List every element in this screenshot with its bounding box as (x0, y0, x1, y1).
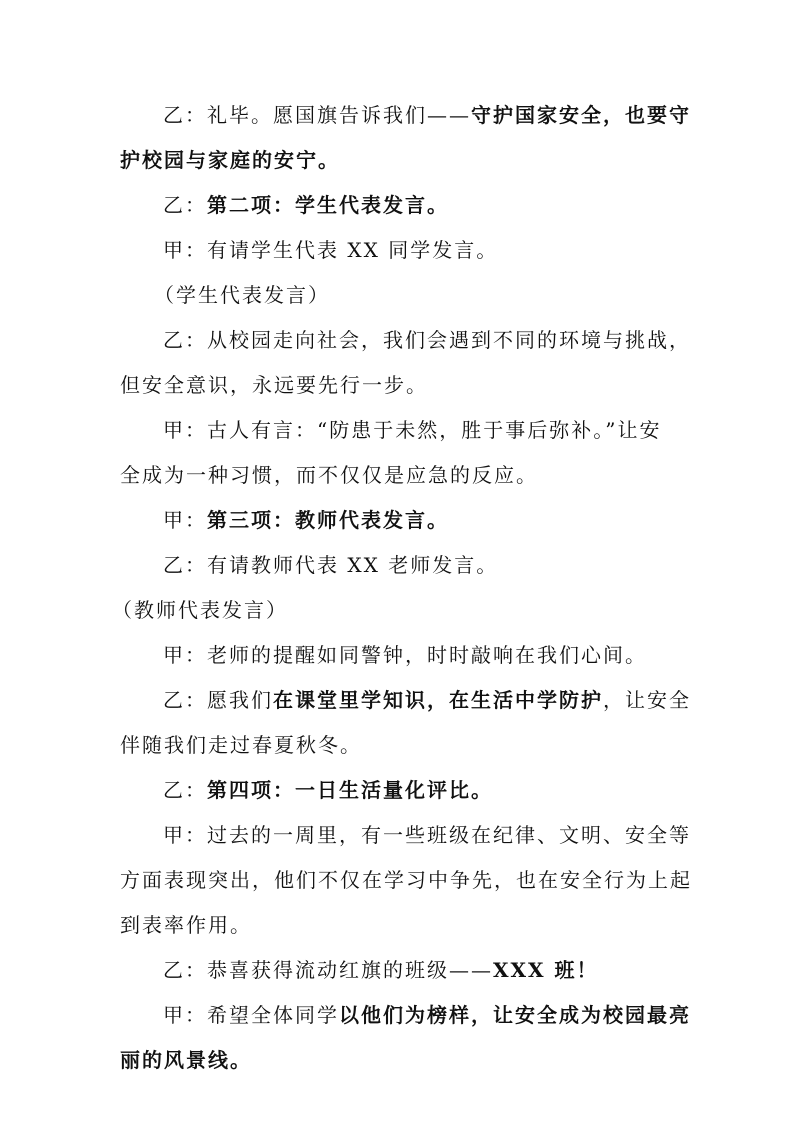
text-line (120, 1048, 252, 1072)
text-run-bold: 在课堂里学知识，在生活中学防护 (273, 688, 603, 712)
text-run: 甲：古人有言：“防患于未然，胜于事后弥补。”让安 (163, 418, 662, 442)
text-run: （教师代表发言） (112, 598, 288, 622)
text-line (154, 283, 330, 307)
text-run: 乙： (163, 778, 207, 802)
text-run: 伴随我们走过春夏秋冬。 (120, 733, 362, 757)
text-run-bold: 丽的风景线。 (120, 1048, 252, 1072)
text-run-bold: 第二项：学生代表发言。 (207, 193, 449, 217)
text-run: 乙：有请教师代表 XX 老师发言。 (163, 553, 499, 577)
text-line (163, 958, 599, 982)
text-run: 全成为一种习惯，而不仅仅是应急的反应。 (120, 463, 538, 487)
text-run: ，让安全 (603, 688, 691, 712)
text-line (163, 328, 691, 352)
text-run: 甲： (163, 508, 207, 532)
text-line (120, 868, 692, 892)
text-line (112, 598, 288, 622)
text-run-bold: 第四项：一日生活量化评比。 (207, 778, 493, 802)
text-line (120, 463, 538, 487)
text-run: 乙：恭喜获得流动红旗的班级—— (163, 958, 493, 982)
text-run: 乙：愿我们 (163, 688, 273, 712)
text-run: 但安全意识，永远要先行一步。 (120, 373, 428, 397)
text-run: 甲：老师的提醒如同警钟，时时敲响在我们心间。 (163, 643, 647, 667)
text-line (163, 823, 691, 847)
text-line (163, 238, 498, 262)
text-line (120, 913, 252, 937)
text-run-bold: 第三项：教师代表发言。 (207, 508, 449, 532)
text-line (163, 193, 449, 217)
text-run-bold: 守护国家安全，也要守 (471, 103, 691, 127)
text-run: 甲：有请学生代表 XX 同学发言。 (163, 238, 499, 262)
text-run: （学生代表发言） (154, 283, 330, 307)
text-line (163, 103, 691, 127)
text-line (163, 643, 647, 667)
text-run: 方面表现突出，他们不仅在学习中争先，也在安全行为上起 (120, 868, 692, 892)
text-line (163, 1003, 691, 1027)
text-run: 乙： (163, 193, 207, 217)
text-run-bold: 护校园与家庭的安宁。 (120, 148, 340, 172)
text-run: 到表率作用。 (120, 913, 252, 937)
text-line (120, 148, 340, 172)
text-line (163, 418, 661, 442)
text-line (163, 778, 493, 802)
text-line (120, 733, 362, 757)
text-run: 乙：从校园走向社会，我们会遇到不同的环境与挑战， (163, 328, 691, 352)
text-line (163, 553, 498, 577)
text-run: 甲：过去的一周里，有一些班级在纪律、文明、安全等 (163, 823, 691, 847)
text-run-bold: XXX 班！ (493, 958, 599, 982)
text-line (120, 373, 428, 397)
text-run-bold: 以他们为榜样，让安全成为校园最亮 (339, 1003, 691, 1027)
text-line (163, 508, 449, 532)
text-line (163, 688, 691, 712)
text-run: 甲：希望全体同学 (163, 1003, 339, 1027)
text-run: 乙：礼毕。愿国旗告诉我们—— (163, 103, 471, 127)
